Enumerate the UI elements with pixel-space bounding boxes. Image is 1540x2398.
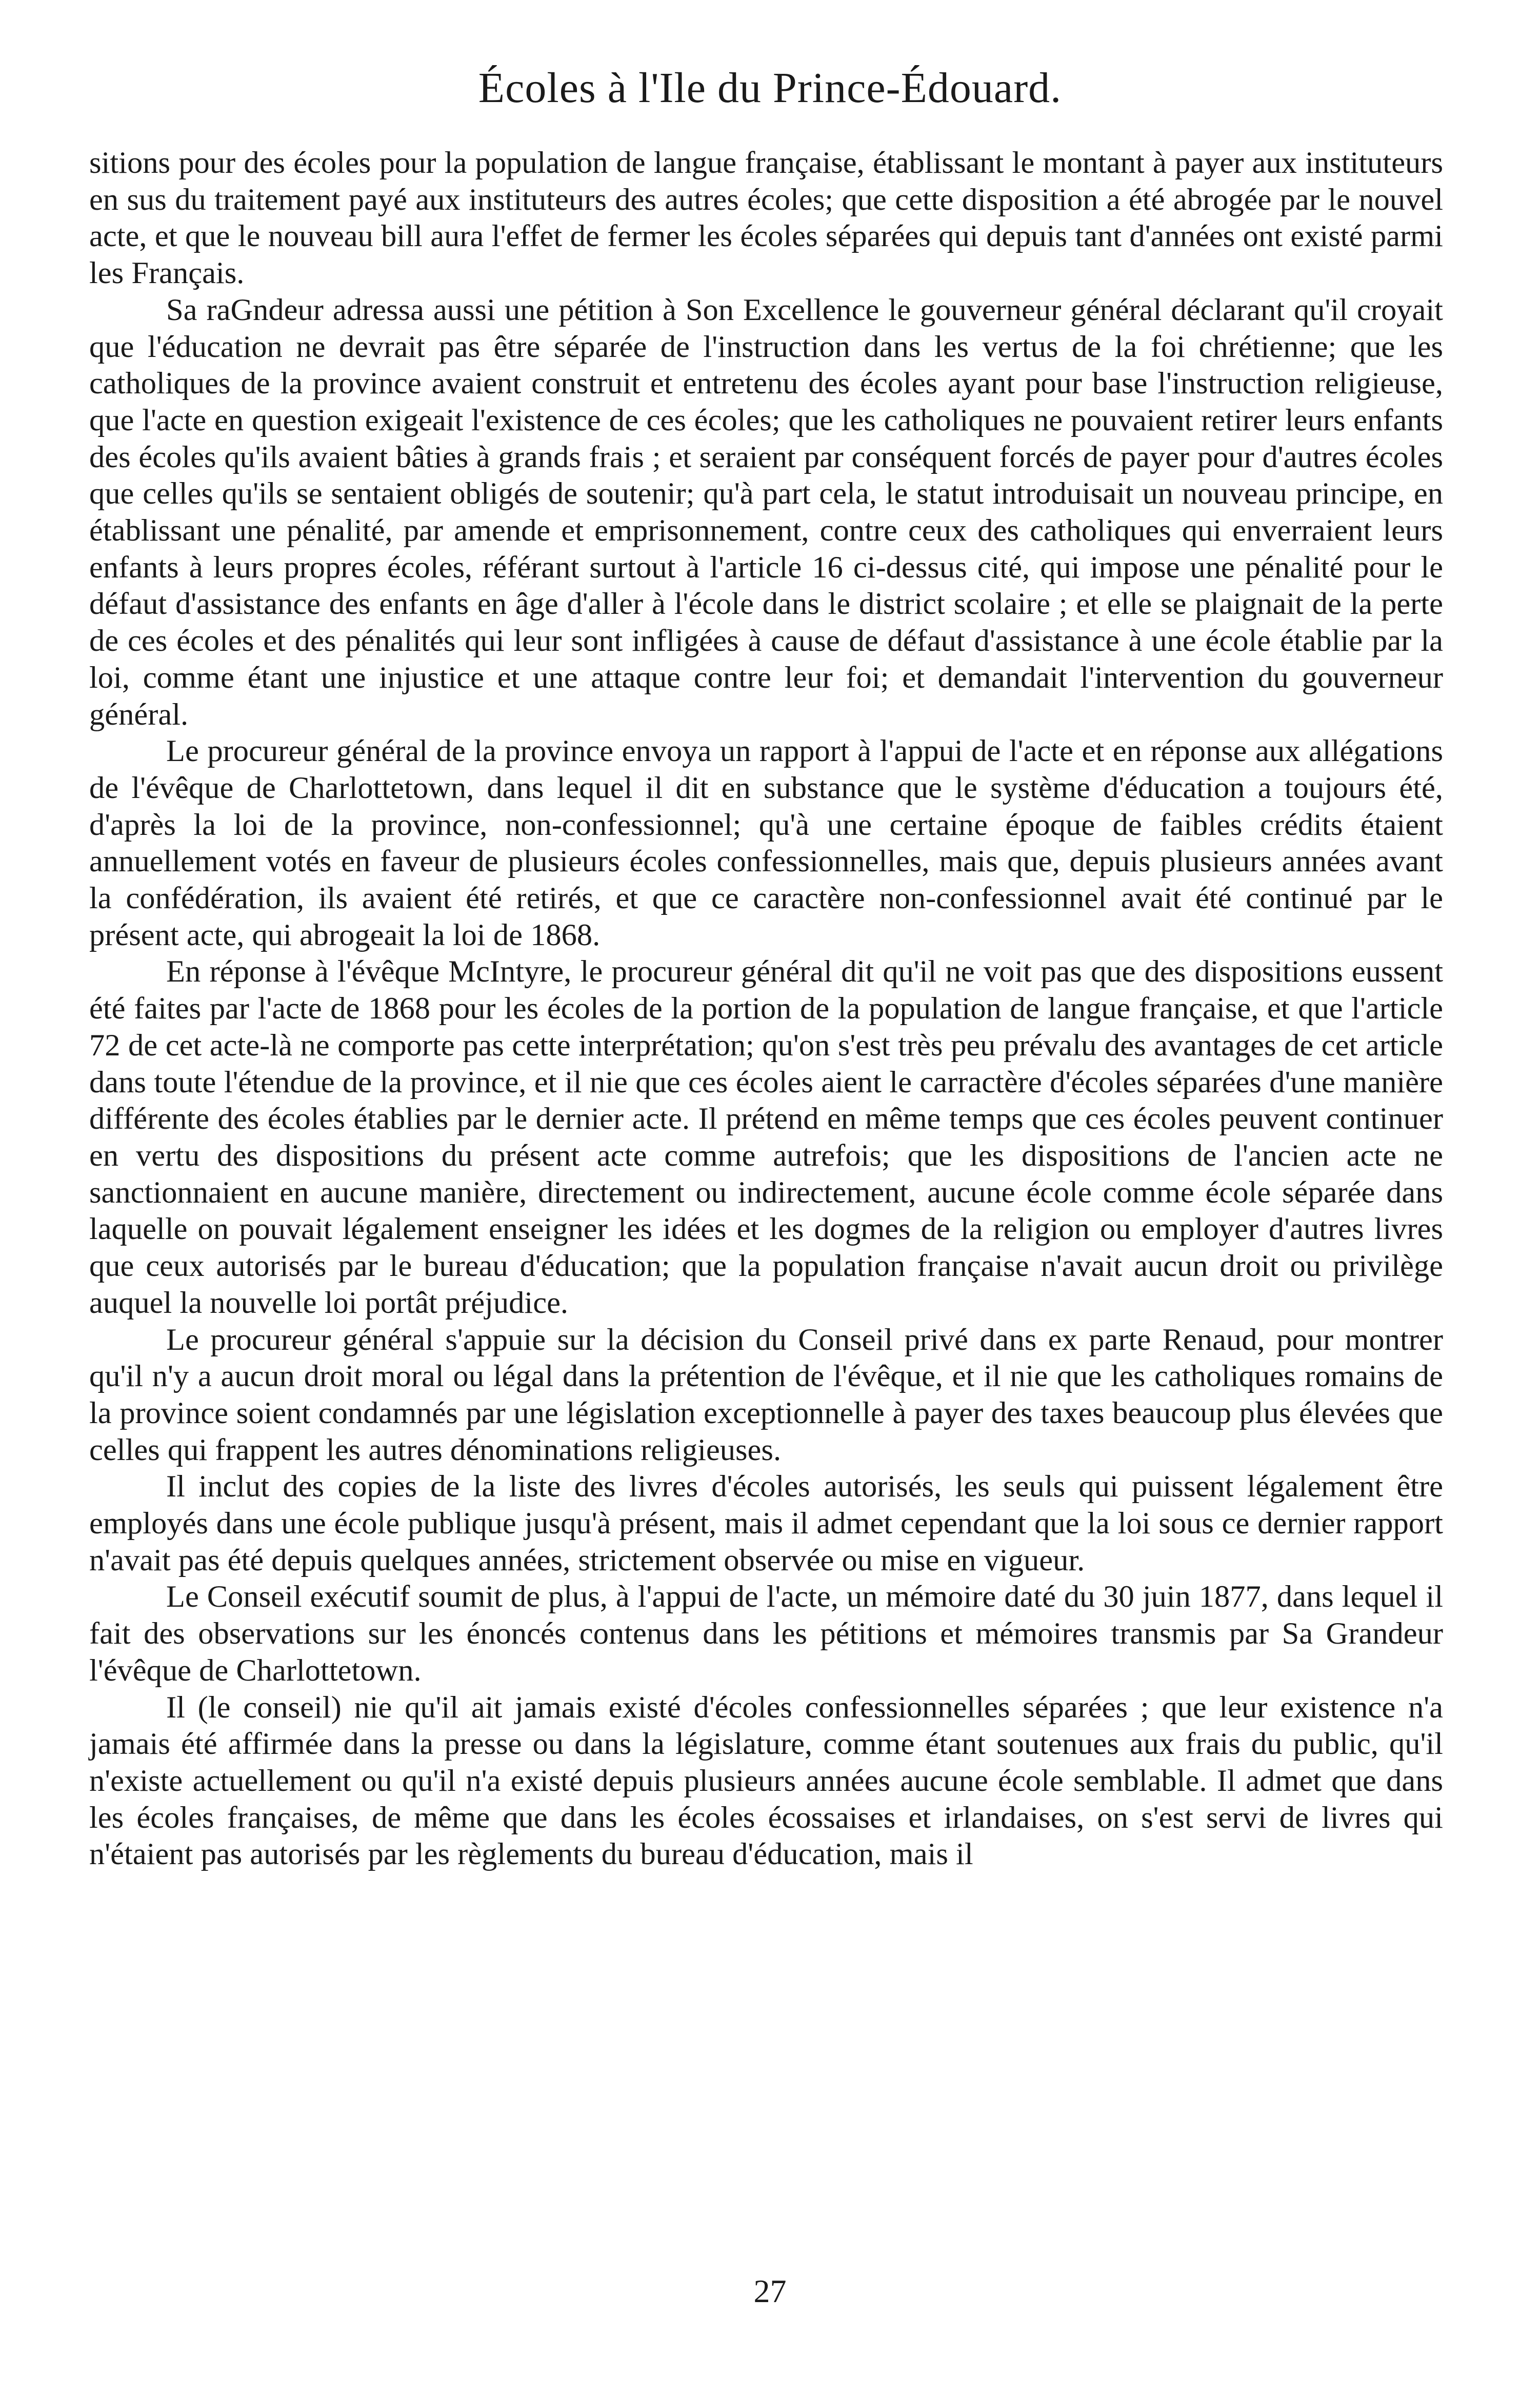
page-title: Écoles à l'Ile du Prince-Édouard. <box>478 64 1062 112</box>
body-text <box>89 145 1443 1873</box>
paragraph: Il inclut des copies de la liste des livres d'écoles autorisés, les seuls qui puissent légalement être employés dans une école publique jusqu'à présent, mais il admet cependant que la loi sous ce dernier rapport n'avait pas été depuis quelques années, strictement observée ou mise en vigueur. <box>89 1469 1443 1577</box>
paragraph: Le procureur général s'appuie sur la décision du Conseil privé dans ex parte Renaud, pour montrer qu'il n'y a aucun droit moral ou légal dans la prétention de l'évêque, et il nie que les catholiques romains de la province soient condamnés par une législation exceptionnelle à payer des taxes beaucoup plus élevées que celles qui frappent les autres dénominations religieuses. <box>89 1322 1443 1467</box>
paragraph: Le procureur général de la province envoya un rapport à l'appui de l'acte et en réponse aux allégations de l'évêque de Charlottetown, dans lequel il dit en substance que le système d'éducation a toujours été, d'après la loi de la province, non-confessionnel; qu'à une certaine époque de faibles crédits étaient annuellement votés en faveur de plusieurs écoles confessionnelles, mais que, depuis plusieurs années avant la confédération, ils avaient été retirés, et que ce caractère non-confessionnel avait été continué par le présent acte, qui abrogeait la loi de 1868. <box>89 734 1443 952</box>
paragraph: Sa raGndeur adressa aussi une pétition à Son Excellence le gouverneur général déclarant qu'il croyait que l'éducation ne devrait pas être séparée de l'instruction dans les vertus de la foi chrétienne; que les catholiques de la province avaient construit et entretenu des écoles ayant pour base l'instruction religieuse, que l'acte en question exigeait l'existence de ces écoles; que les catholiques ne pouvaient retirer leurs enfants des écoles qu'ils avaient bâties à grands frais ; et seraient par conséquent forcés de payer pour d'autres écoles que celles qu'ils se sentaient obligés de soutenir; qu'à part cela, le statut introduisait un nouveau principe, en établissant une pénalité, par amende et emprisonnement, contre ceux des catholiques qui enverraient leurs enfants à leurs propres écoles, référant surtout à l'article 16 ci-dessus cité, qui impose une pénalité pour le défaut d'assistance des enfants en âge d'aller à l'école dans le district scolaire ; et elle se plaignait de la perte de ces écoles et des pénalités qui leur sont infligées à cause de défaut d'assistance à une école établie par la loi, comme étant une injustice et une attaque contre leur foi; et demandait l'intervention du gouverneur général. <box>89 292 1443 732</box>
paragraph: En réponse à l'évêque McIntyre, le procureur général dit qu'il ne voit pas que des dispositions eussent été faites par l'acte de 1868 pour les écoles de la portion de la population de langue française, et que l'article 72 de cet acte-là ne comporte pas cette interprétation; qu'on s'est très peu prévalu des avantages de cet article dans toute l'étendue de la province, et il nie que ces écoles aient le carractère d'écoles séparées d'une manière différente des écoles établies par le dernier acte. Il prétend en même temps que ces écoles peuvent continuer en vertu des dispositions du présent acte comme autrefois; que les dispositions de l'ancien acte ne sanctionnaient en aucune manière, directement ou indirectement, aucune école comme école séparée dans laquelle on pouvait légalement enseigner les idées et les dogmes de la religion ou employer d'autres livres que ceux autorisés par le bureau d'éducation; que la population française n'avait aucun droit ou privilège auquel la nouvelle loi portât préjudice. <box>89 954 1443 1320</box>
paragraph: Il (le conseil) nie qu'il ait jamais existé d'écoles confessionnelles séparées ; que leur existence n'a jamais été affirmée dans la presse ou dans la législature, comme étant soutenues aux frais du public, qu'il n'existe actuellement ou qu'il n'a existé depuis plusieurs années aucune école semblable. Il admet que dans les écoles françaises, de même que dans les écoles écossaises et irlandaises, on s'est servi de livres qui n'étaient pas autorisés par les règlements du bureau d'éducation, mais il <box>89 1690 1443 1872</box>
paragraph: sitions pour des écoles pour la population de langue française, établissant le montant à payer aux instituteurs en sus du traitement payé aux instituteurs des autres écoles; que cette disposition a été abrogée par le nouvel acte, et que le nouveau bill aura l'effet de fermer les écoles séparées qui depuis tant d'années ont existé parmi les Français. <box>89 146 1443 291</box>
page-number: 27 <box>753 2273 787 2309</box>
paragraph: Le Conseil exécutif soumit de plus, à l'appui de l'acte, un mémoire daté du 30 juin 1877, dans lequel il fait des observations sur les énoncés contenus dans les pétitions et mémoires transmis par Sa Grandeur l'évêque de Charlottetown. <box>89 1580 1443 1688</box>
